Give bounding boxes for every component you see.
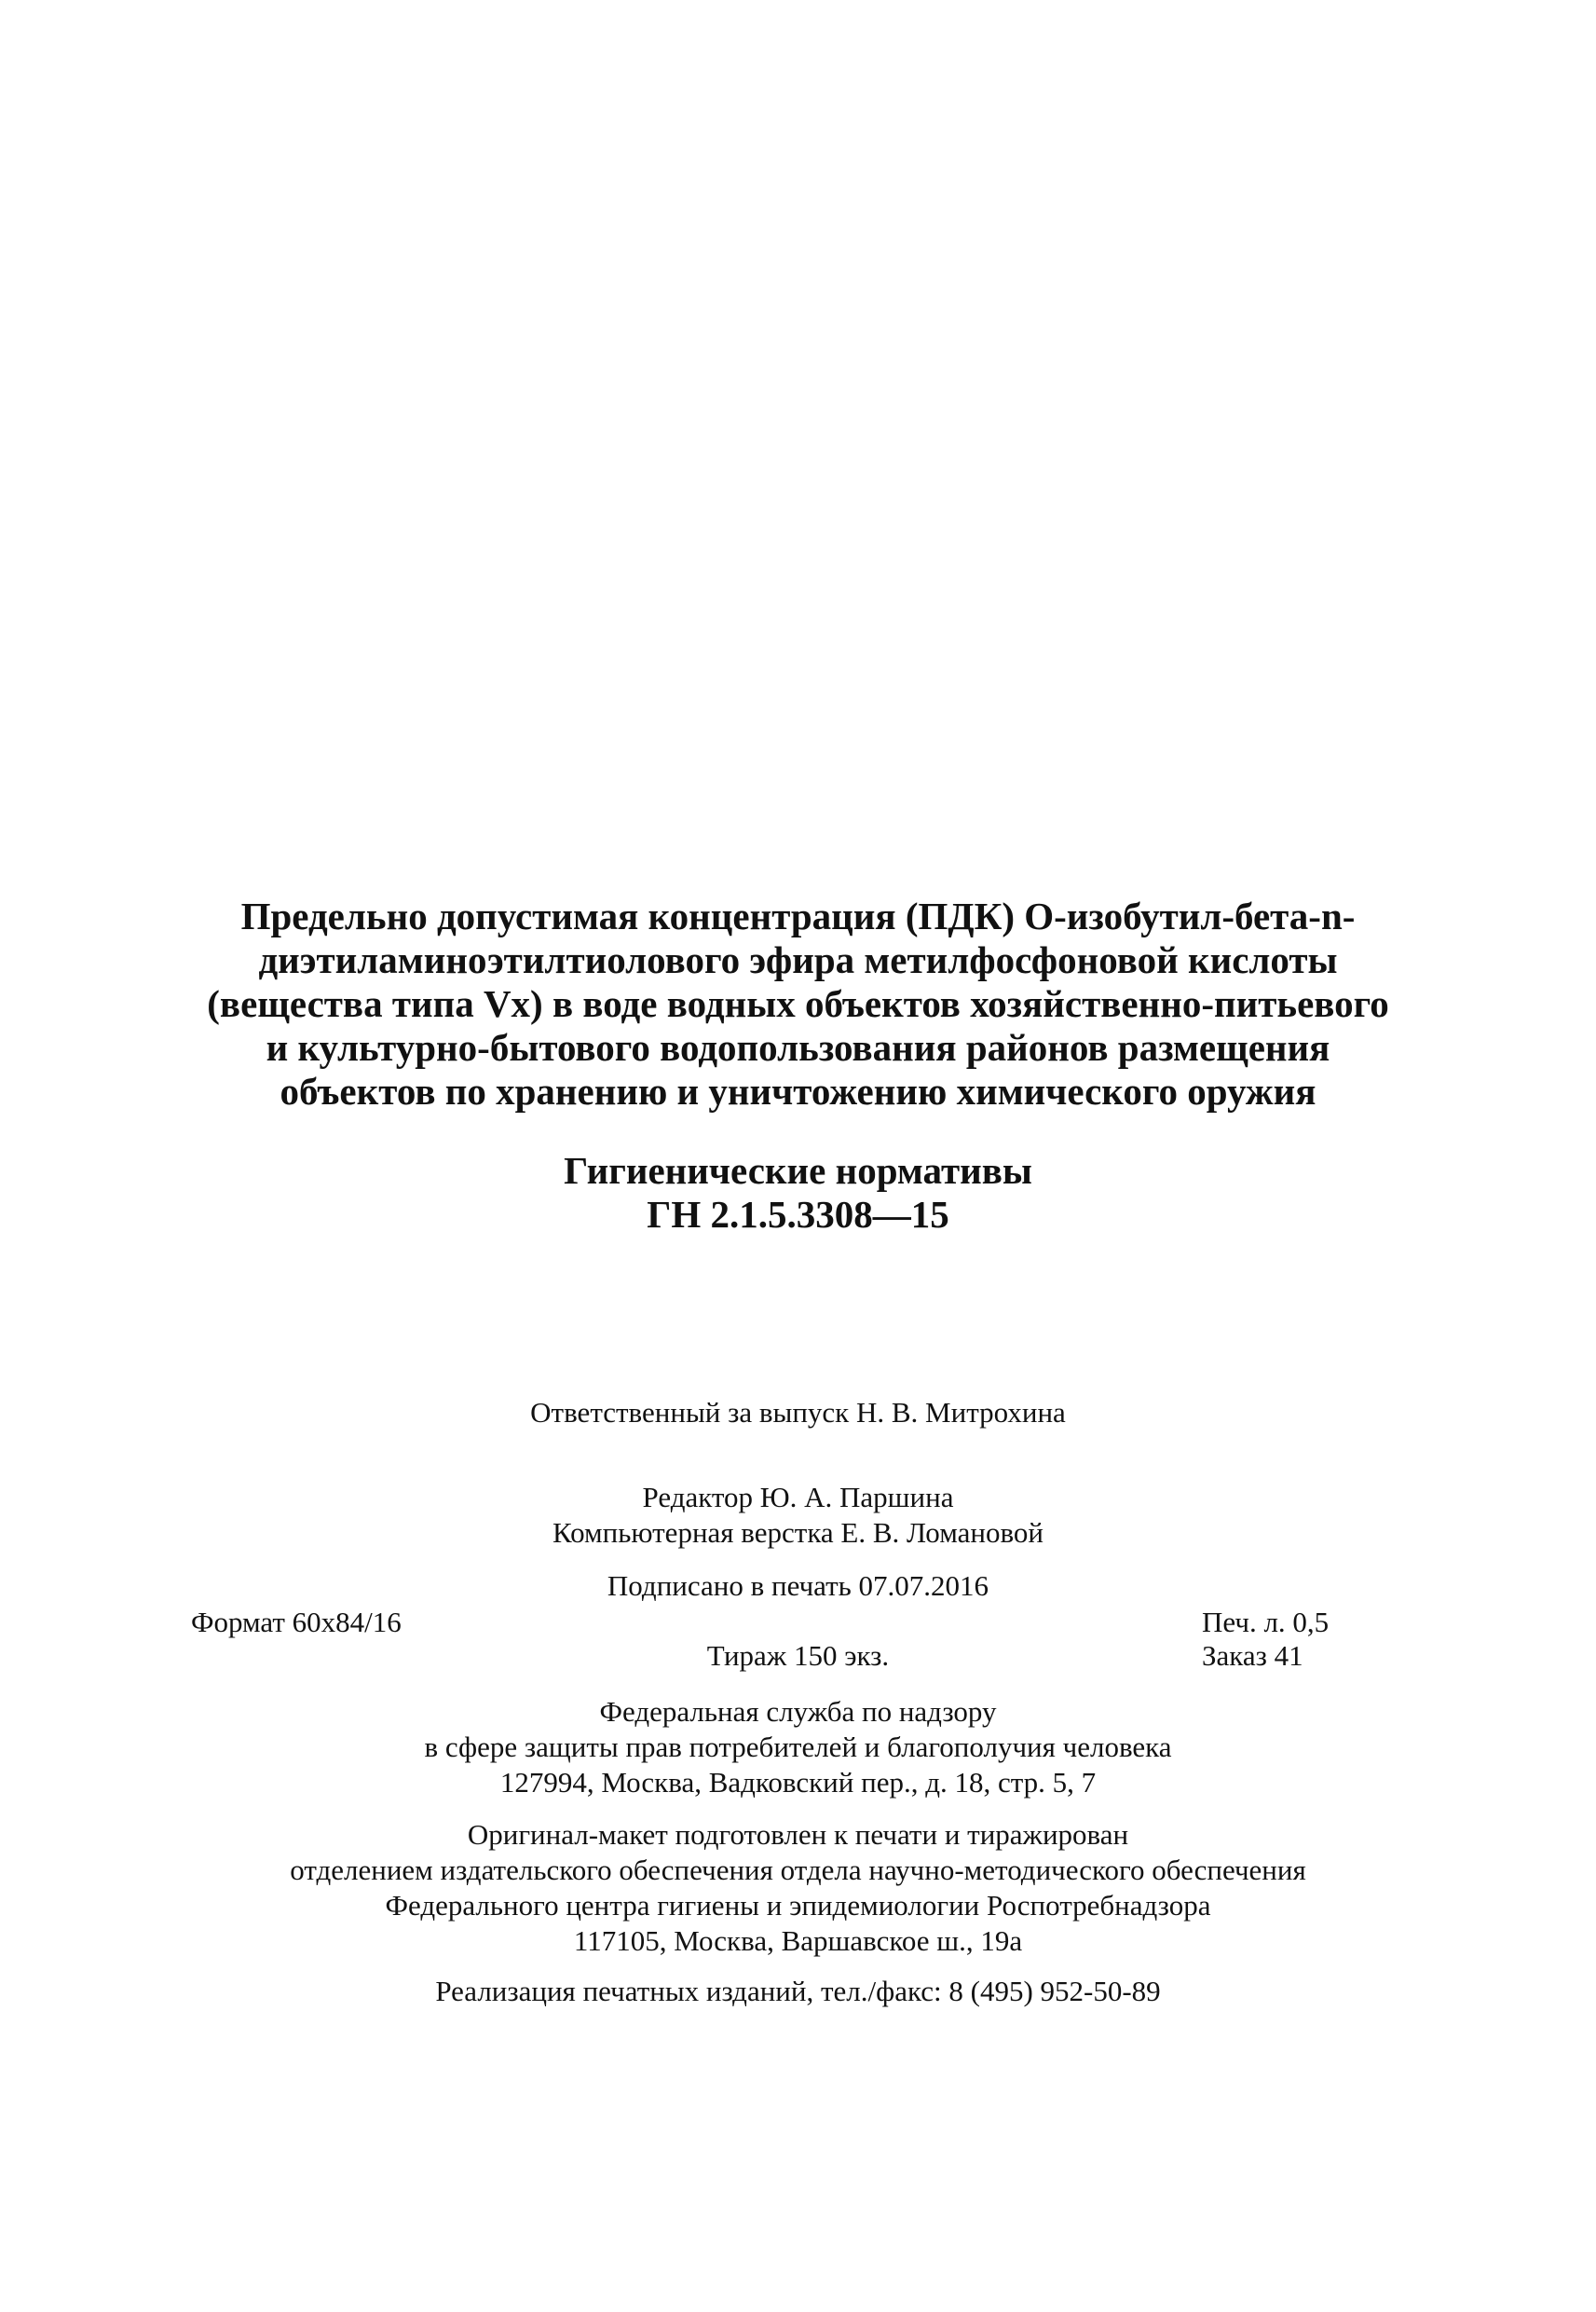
publisher-line-2: в сфере защиты прав потребителей и благополучия человека	[424, 1731, 1172, 1763]
paper-format: Формат 60x84/16	[191, 1606, 402, 1638]
title-line-4: и культурно-бытового водопользования районов размещения	[266, 1026, 1330, 1069]
publisher-line-1: Федеральная служба по надзору	[599, 1695, 997, 1728]
document-title	[140, 895, 1456, 1114]
printer-block	[140, 1817, 1456, 1959]
sales-contact: Реализация печатных изданий, тел./факс: 8 (495) 952-50-89	[435, 1975, 1161, 2007]
publisher-line-3: 127994, Москва, Вадковский пер., д. 18, стр. 5, 7	[499, 1766, 1097, 1799]
printer-line-3: Федерального центра гигиены и эпидемиологии Роспотребнадзора	[385, 1889, 1211, 1922]
norm-type: Гигиенические нормативы	[564, 1149, 1032, 1192]
print-run: Тираж 150 экз.	[706, 1639, 890, 1672]
order-number: Заказ 41	[1202, 1639, 1303, 1672]
norm-code: ГН 2.1.5.3308—15	[647, 1193, 949, 1236]
printer-line-4: 117105, Москва, Варшавское ш., 19а	[573, 1924, 1023, 1957]
printed-sheets: Печ. л. 0,5	[1202, 1606, 1330, 1638]
title-line-1: Предельно допустимая концентрация (ПДК) О-изобутил-бета-n-	[240, 895, 1356, 937]
title-line-3: (вещества типа Vx) в воде водных объектов хозяйственно-питьевого	[207, 982, 1389, 1025]
printer-line-2: отделением издательского обеспечения отдела научно-методического обеспечения	[290, 1854, 1306, 1886]
title-line-5: объектов по хранению и уничтожению химического оружия	[280, 1070, 1316, 1113]
title-line-2: диэтиламиноэтилтиолового эфира метилфосфоновой кислоты	[258, 938, 1338, 981]
publisher-block	[140, 1694, 1456, 1800]
printer-line-1: Оригинал-макет подготовлен к печати и тиражирован	[467, 1818, 1129, 1851]
responsible-person: Ответственный за выпуск Н. В. Митрохина	[530, 1396, 1066, 1429]
editor-credit: Редактор Ю. А. Паршина	[642, 1481, 954, 1513]
layout-credit: Компьютерная верстка Е. В. Ломановой	[552, 1516, 1044, 1549]
signed-date: Подписано в печать 07.07.2016	[607, 1569, 989, 1602]
